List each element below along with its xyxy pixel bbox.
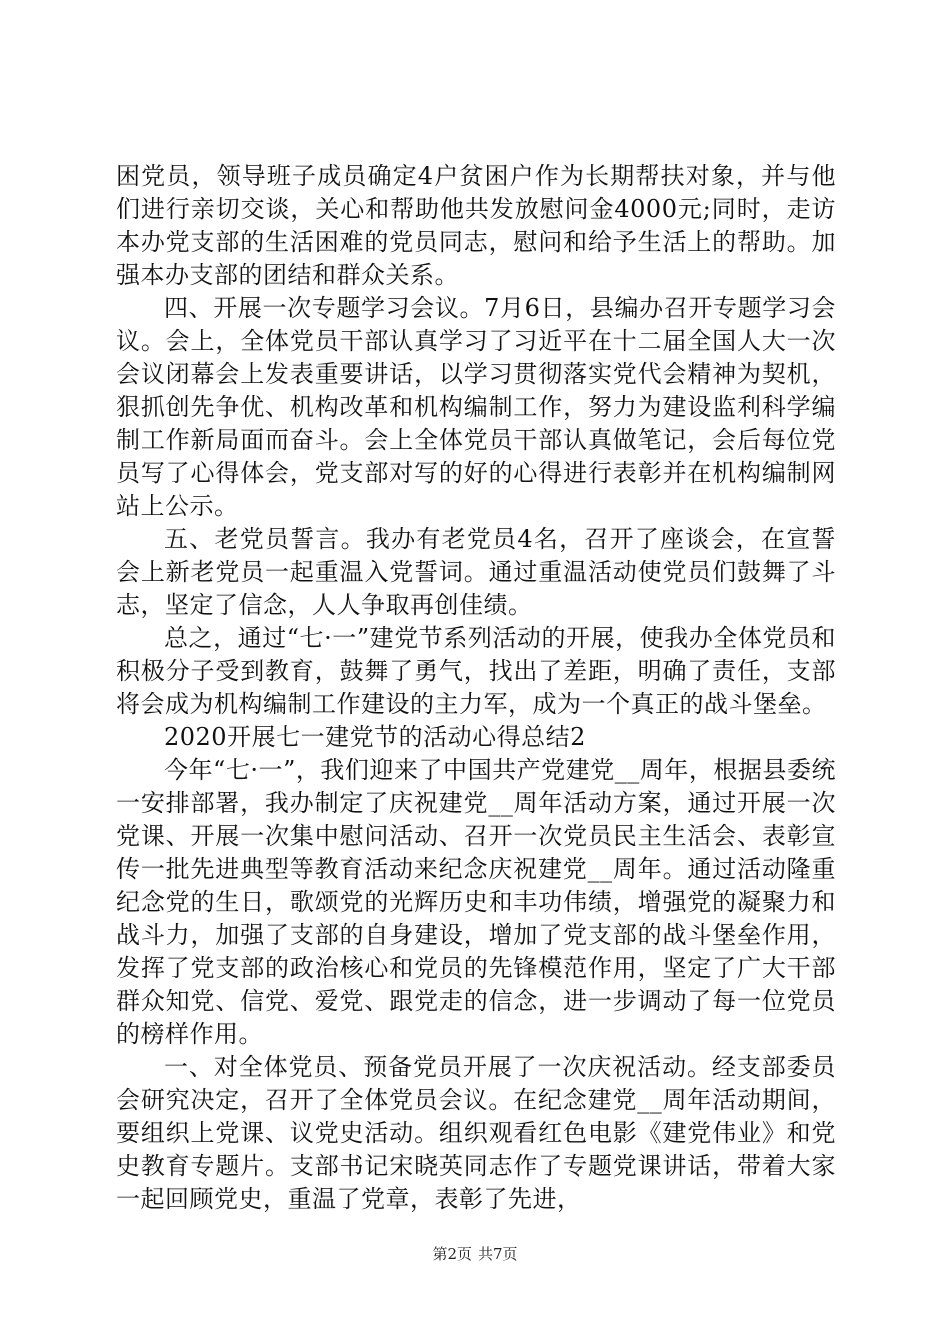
paragraph-summary: 总之，通过“七·一”建党节系列活动的开展，使我办全体党员和积极分子受到教育，鼓舞了勇气，找出了差距，明确了责任，支部将会成为机构编制工作建设的主力军，成为一个真正的战斗堡垒。 [116, 624, 836, 718]
document-body [116, 160, 836, 1216]
paragraph-continued: 困党员，领导班子成员确定4户贫困户作为长期帮扶对象，并与他们进行亲切交谈，关心和帮助他共发放慰问金4000元;同时，走访本办党支部的生活困难的党员同志，慰问和给予生活上的帮助。加强本办支部的团结和群众关系。 [116, 162, 836, 289]
paragraph-section-four: 四、开展一次专题学习会议。7月6日，县编办召开专题学习会议。会上，全体党员干部认真学习了习近平在十二届全国人大一次会议闭幕会上发表重要讲话，以学习贯彻落实党代会精神为契机，狠抓创先争优、机构改革和机构编制工作，努力为建设监利科学编制工作新局面而奋斗。会上全体党员干部认真做笔记，会后每位党员写了心得体会，党支部对写的好的心得进行表彰并在机构编制网站上公示。 [116, 294, 836, 520]
paragraph-section-five: 五、老党员誓言。我办有老党员4名，召开了座谈会，在宣誓会上新老党员一起重温入党誓词。通过重温活动使党员们鼓舞了斗志，坚定了信念，人人争取再创佳绩。 [116, 525, 836, 619]
page-footer [0, 1244, 950, 1264]
page-number: 第2页 [432, 1245, 472, 1263]
page-total: 共7页 [478, 1245, 518, 1263]
paragraph-section-one: 一、对全体党员、预备党员开展了一次庆祝活动。经支部委员会研究决定，召开了全体党员会议。在纪念建党__周年活动期间，要组织上党课、议党史活动。组织观看红色电影《建党伟业》和党史教育专题片。支部书记宋晓英同志作了专题党课讲话，带着大家一起回顾党史，重温了党章，表彰了先进， [116, 1053, 836, 1213]
paragraph-intro: 今年“七·一”，我们迎来了中国共产党建党__周年，根据县委统一安排部署，我办制定了庆祝建党__周年活动方案，通过开展一次党课、开展一次集中慰问活动、召开一次党员民主生活会、表彰宣传一批先进典型等教育活动来纪念庆祝建党__周年。通过活动隆重纪念党的生日，歌颂党的光辉历史和丰功伟绩，增强党的凝聚力和战斗力，加强了支部的自身建设，增加了党支部的战斗堡垒作用，发挥了党支部的政治核心和党员的先锋模范作用，坚定了广大干部群众知党、信党、爱党、跟党走的信念，进一步调动了每一位党员的榜样作用。 [116, 756, 836, 1048]
document-subtitle: 2020开展七一建党节的活动心得总结2 [164, 723, 586, 751]
